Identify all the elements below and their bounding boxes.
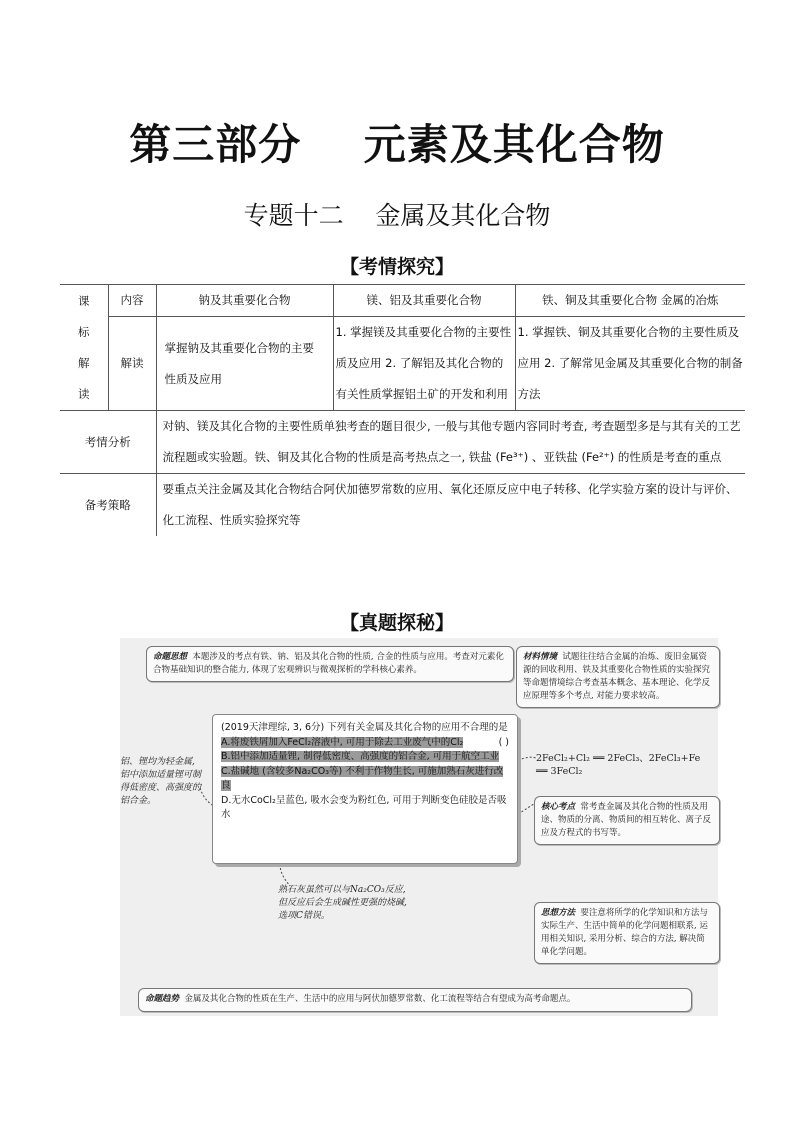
note-method: 思想方法 要注意将所学的化学知识和方法与实际生产、生活中简单的化学问题相联系, 运用相关知识, 采用分析、综合的方法, 解决简单化学问题。: [534, 902, 720, 964]
section-heading-exam-analysis: 【考情探究】: [339, 256, 454, 278]
handwritten-note-left: 铝、锂均为轻金属, 铝中添加适量锂可制得低密度、高强度的铝合金。: [120, 757, 202, 806]
strategy-label: 备考策略: [60, 474, 156, 537]
note-topic-thought: 命题思想 本题涉及的考点有铁、钠、铝及其化合物的性质, 合金的性质与应用。考查对元素化合物基础知识的整合能力, 体现了宏观辨识与微观探析的学科核心素养。: [146, 646, 514, 682]
section-heading-real-questions: 【真题探秘】: [339, 612, 454, 634]
annotated-question-figure: [120, 638, 718, 1016]
question-card: [212, 714, 518, 864]
handwritten-note-bottom: 熟石灰虽然可以与Na₂CO₃反应, 但反应后会生成碱性更强的烧碱, 选项C错误。: [278, 885, 407, 921]
option-c: C.盐碱地 (含较多Na₂CO₃等) 不利于作物生长, 可施加熟石灰进行改良: [221, 765, 504, 791]
option-b: B.铝中添加适量锂, 制得低密度、高强度的铝合金, 可用于航空工业: [221, 751, 500, 762]
topic-title: 专题十二 金属及其化合物: [243, 201, 551, 230]
content-label: 内容: [108, 285, 156, 317]
col-head-magnesium-aluminum: 镁、铝及其重要化合物: [333, 285, 515, 317]
interp-label: 解读: [108, 317, 156, 411]
col3-text: 1. 掌握铁、铜及其重要化合物的主要性质及应用 2. 了解常见金属及其重要化合物的制备方法: [515, 317, 745, 411]
syllabus-table: [60, 284, 745, 536]
note-core-points: 核心考点 常考查金属及其化合物的性质及用途、物质的分离、物质间的相互转化、离子反应及方程式的书写等。: [534, 796, 720, 845]
col2-text: 1. 掌握镁及其重要化合物的主要性质及应用 2. 了解铝及其化合物的有关性质掌握铝土矿的开发和利用: [333, 317, 515, 411]
option-a: A.将废铁屑加入FeCl₂溶液中, 可用于除去工业废气中的Cl₂: [221, 736, 464, 748]
note-material-context: 材料情境 试题往往结合金属的冶炼、废旧金属资源的回收利用、铁及其重要化合物性质的实验探究等命题情境综合考查基本概念、基本理论、化学反应原理等多个考点, 对能力要求较高。: [516, 646, 720, 708]
question-stem: (2019天津理综, 3, 6分) 下列有关金属及其化合物的应用不合理的是: [221, 722, 508, 733]
handwritten-equations: 2FeCl₂+Cl₂ ══ 2FeCl₃、2FeCl₃+Fe ══ 3FeCl₂: [536, 753, 701, 777]
col-head-iron-copper: 铁、铜及其重要化合物 金属的冶炼: [515, 285, 745, 317]
analysis-label: 考情分析: [60, 411, 156, 474]
part-title: 第三部分 元素及其化合物: [129, 120, 665, 169]
syllabus-row-label: 课 标 解 读: [60, 285, 108, 411]
analysis-text: 对钠、镁及其化合物的主要性质单独考查的题目很少, 一般与其他专题内容同时考查, 考查题型多是与其有关的工艺流程题或实验题。铁、铜及其化合物的性质是高考热点之一, 铁盐 (Fe³⁺) 、亚铁盐 (Fe²⁺) 的性质是考查的重点: [156, 411, 745, 474]
answer-paren: ( ): [498, 736, 509, 748]
note-trend: 命题趋势 金属及其化合物的性质在生产、生活中的应用与阿伏加德罗常数、化工流程等结合有望成为高考命题点。: [138, 988, 692, 1012]
col-head-sodium: 钠及其重要化合物: [156, 285, 333, 317]
strategy-text: 要重点关注金属及其化合物结合阿伏加德罗常数的应用、氧化还原反应中电子转移、化学实验方案的设计与评价、化工流程、性质实验探究等: [156, 474, 745, 537]
col1-text: 掌握钠及其重要化合物的主要性质及应用: [156, 317, 333, 411]
option-d: D.无水CoCl₂呈蓝色, 吸水会变为粉红色, 可用于判断变色硅胶是否吸水: [221, 794, 507, 820]
